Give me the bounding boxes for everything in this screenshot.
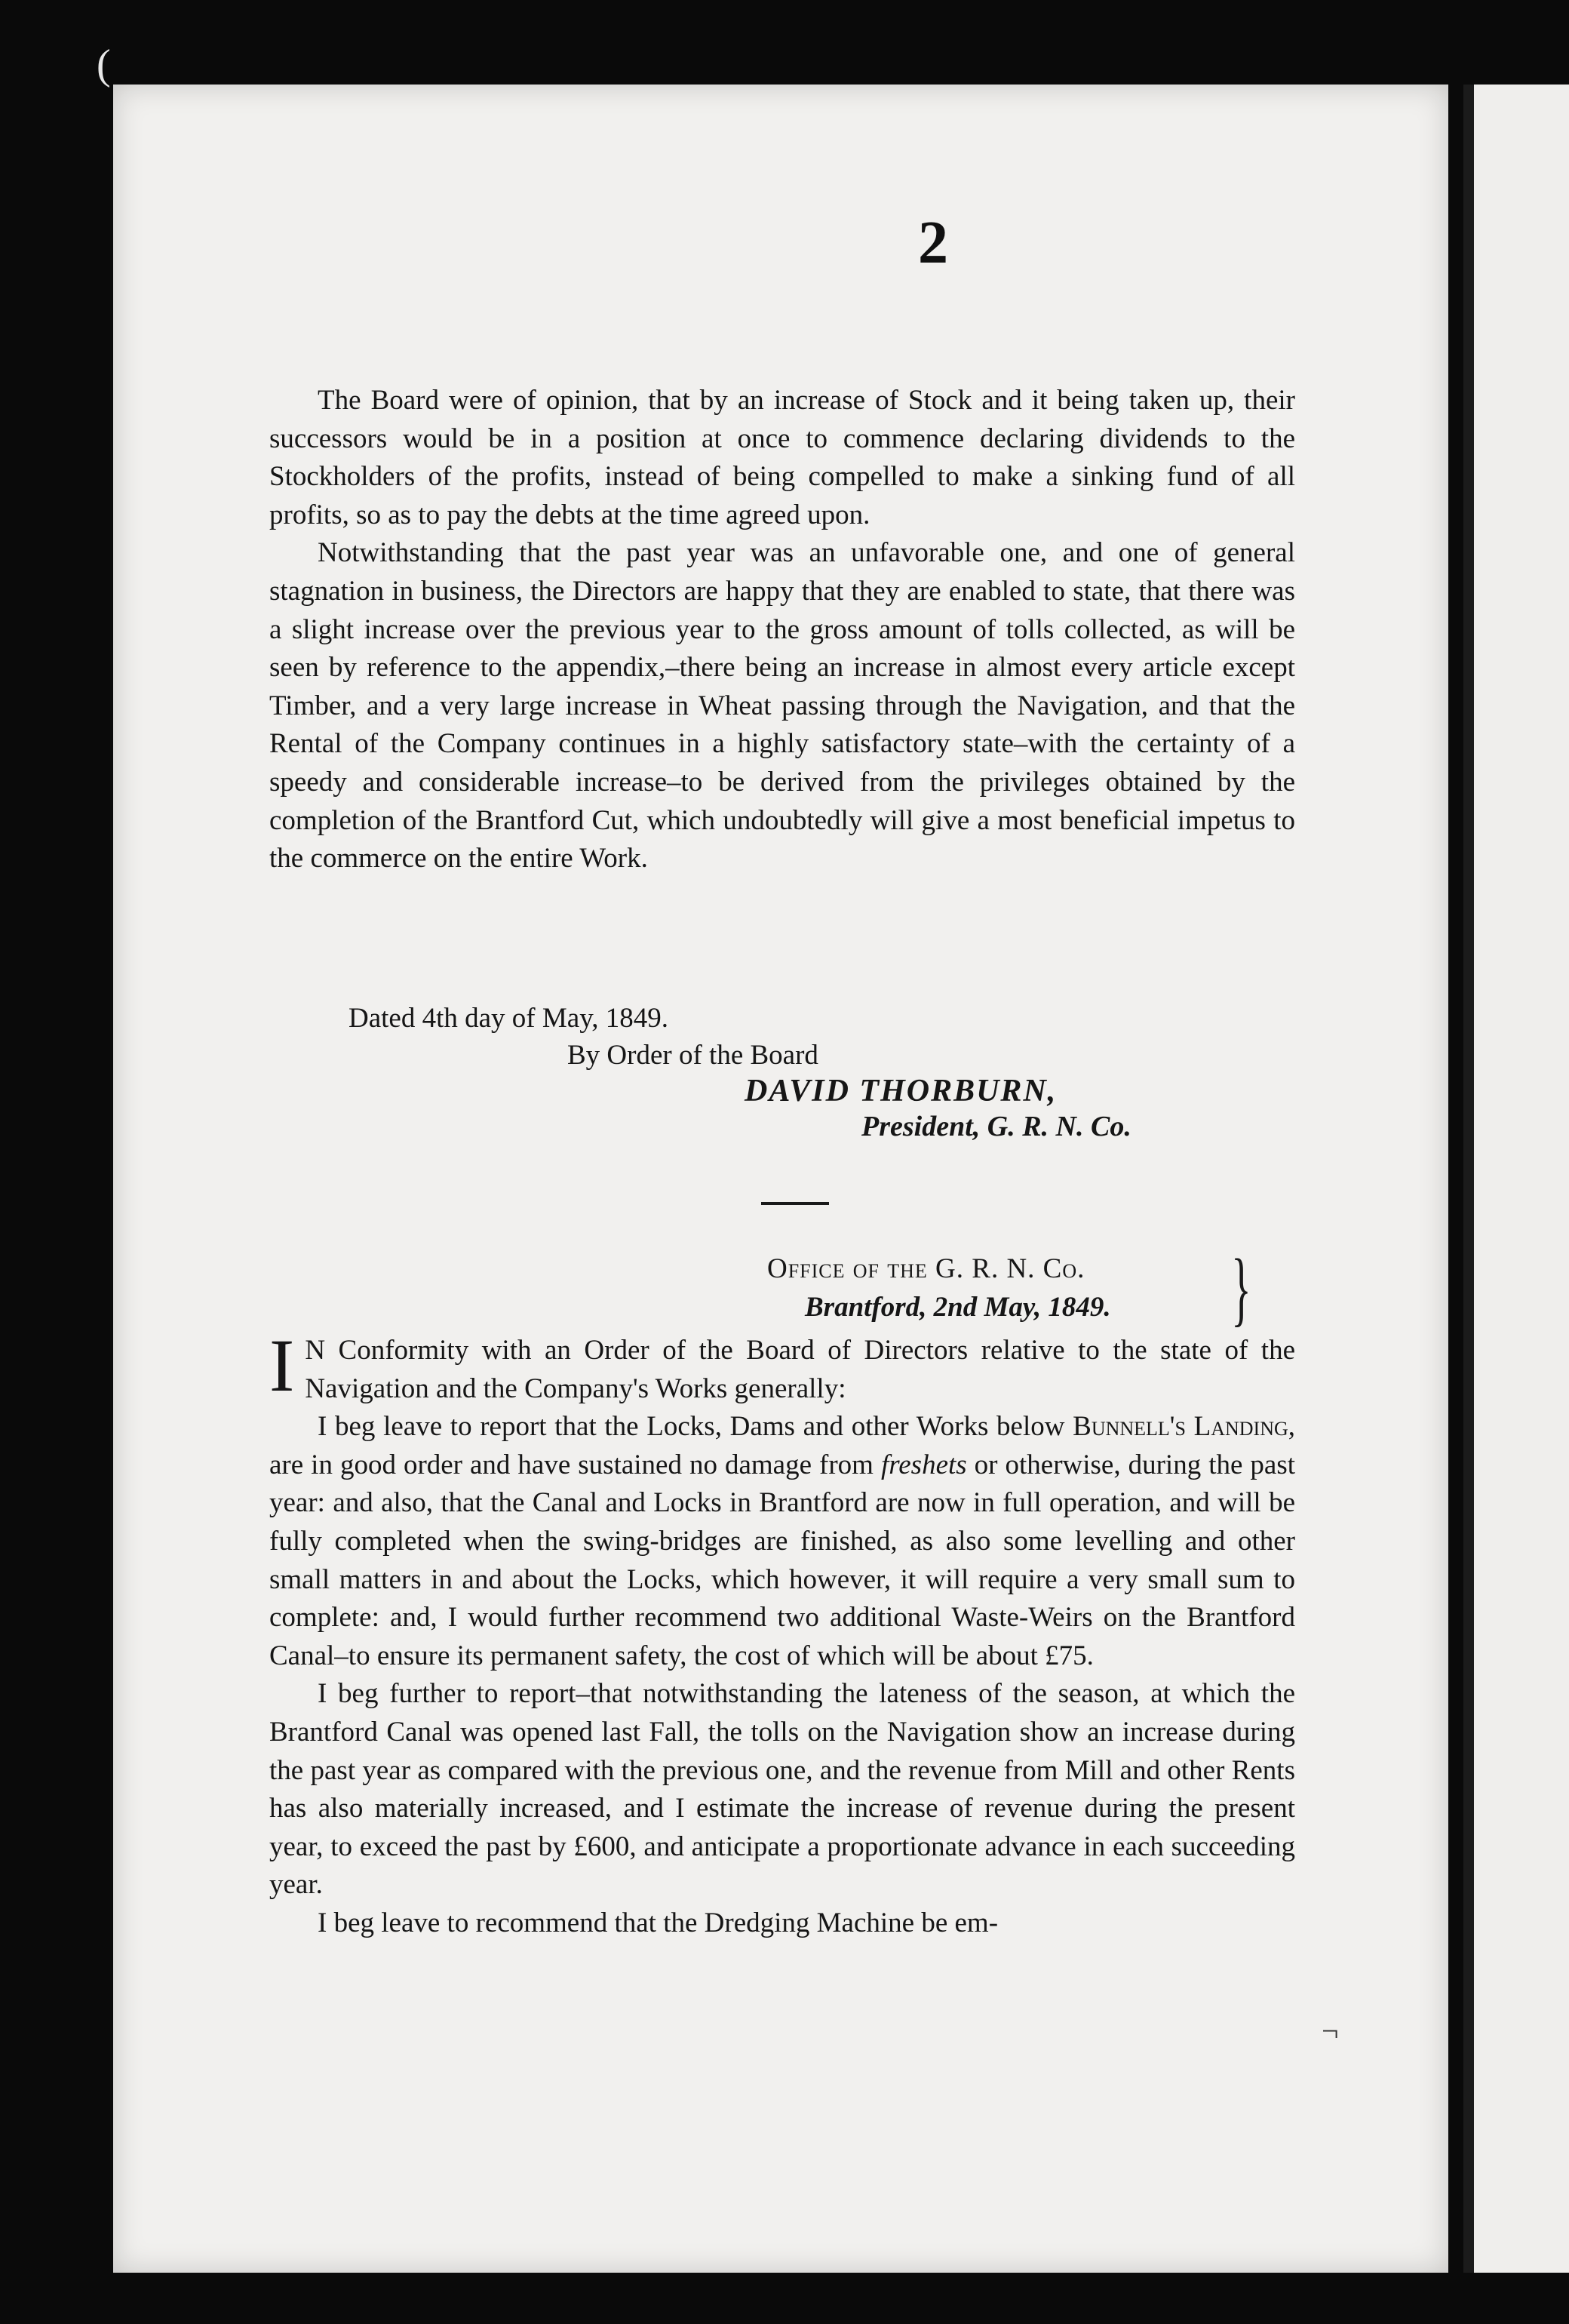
page-number: 2: [918, 210, 948, 276]
dated-line: Dated 4th day of May, 1849.: [348, 1003, 669, 1034]
office-header: Office of the G. R. N. Co.: [767, 1253, 1085, 1284]
office-date: Brantford, 2nd May, 1849.: [805, 1292, 1111, 1323]
brace-mark: }: [1231, 1242, 1251, 1334]
drop-cap: I: [269, 1323, 295, 1407]
letter-p2-a: I beg leave to report that the Locks, Dams and other Works below: [318, 1411, 1073, 1443]
engineer-letter: [269, 1323, 1296, 1943]
report-paragraph-1: The Board were of opinion, that by an increase of Stock and it being taken up, their successors would be in a position at once to commence declaring dividends to the Stockholders of the profits, instead of being compelled to make a sinking fund of all profits, so as to pay the debts at the time agreed upon.: [269, 385, 1295, 530]
signature-name: DAVID THORBURN,: [745, 1074, 1058, 1108]
letter-p2-c: or otherwise, during the past year: and also, that the Canal and Locks in Brantford are now in full operation, and will be fully completed when the swing-bridges are finished, as also some levelling and other small matters in and about the Locks, which however, it will require a very small sum to complete: and, I would further recommend two additional Waste-Weirs on the Brantford Canal–to ensure its permanent safety, the cost of which will be about £75.: [269, 1449, 1296, 1671]
section-divider: [761, 1202, 829, 1205]
letter-opening: N Conformity with an Order of the Board of Directors relative to the state of the Navigation and the Company's Works generally:: [305, 1335, 1295, 1404]
report-paragraph-2: Notwithstanding that the past year was an unfavorable one, and one of general stagnation in business, the Directors are happy that they are enabled to state, that there was a slight increase over the previous year to the gross amount of tolls collected, as will be seen by reference to the appendix,–there being an increase in almost every article except Timber, and a very large increase in Wheat passing through the Navigation, and that the Rental of the Company continues in a highly satisfactory state–with the certainty of a speedy and considerable increase–to be derived from the privileges obtained by the completion of the Brantford Cut, which undoubtedly will give a most beneficial impetus to the commerce on the entire Work.: [269, 537, 1295, 875]
board-report: [269, 382, 1295, 878]
letter-paragraph-3: I beg further to report–that notwithstanding the lateness of the season, at which the Brantford Canal was opened last Fall, the tolls on the Navigation show an increase during the past year as compared with the previous one, and the revenue from Mill and other Rents has also materially increased, and I estimate the increase of revenue during the present year, to exceed the past by £600, and anticipate a proportionate advance in each succeeding year.: [269, 1678, 1295, 1901]
page-fold: [1463, 85, 1474, 2273]
letter-paragraph-4: I beg leave to recommend that the Dredging Machine be em-: [318, 1907, 999, 1938]
letter-paragraph-2: [269, 1408, 1295, 1675]
adjacent-page-edge: [1463, 85, 1569, 2273]
letter-p2-b: , are in good order and have sustained no damage from: [269, 1411, 1295, 1480]
scan-edge-mark: (: [97, 42, 111, 88]
by-order-line: By Order of the Board: [567, 1040, 818, 1071]
document-page: [113, 85, 1448, 2273]
scan-mark-small: ¬: [1322, 2014, 1339, 2048]
italic-word: freshets: [880, 1449, 967, 1480]
place-name: Bunnell's Landing: [1073, 1411, 1288, 1443]
signature-title: President, G. R. N. Co.: [861, 1111, 1131, 1142]
